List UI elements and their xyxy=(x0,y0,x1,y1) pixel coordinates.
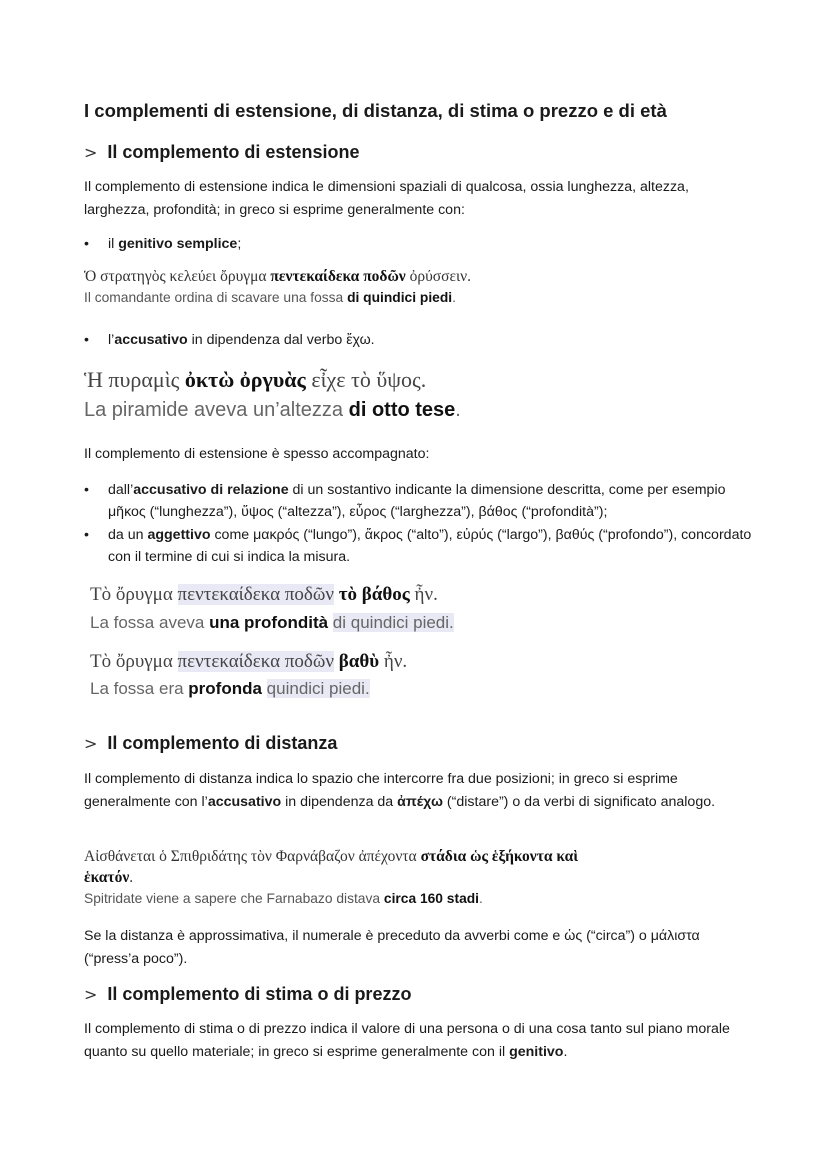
bold-text: genitivo semplice xyxy=(118,236,238,252)
text: La piramide aveva un’altezza xyxy=(84,399,349,421)
text: . xyxy=(452,290,456,305)
text: da un xyxy=(108,527,148,543)
text: La fossa era xyxy=(90,679,189,698)
section-heading-distanza xyxy=(84,733,337,754)
section-heading-stima xyxy=(84,984,411,1005)
text: il xyxy=(108,236,119,252)
section-heading-label: Il complemento di estensione xyxy=(107,142,360,162)
text: La fossa aveva xyxy=(90,613,210,632)
text: ; xyxy=(237,236,242,252)
text: in dipendenza da xyxy=(281,794,398,810)
text: in dipendenza dal verbo ἔχω. xyxy=(187,332,375,348)
italian-translation xyxy=(84,891,483,906)
bold-text: circa 160 stadi xyxy=(383,891,480,906)
highlighted-text: di quindici piedi. xyxy=(332,613,454,632)
paragraph-distanza-intro xyxy=(84,768,754,814)
text: Αἰσθάνεται ὁ Σπιθριδάτης τὸν Φαρνάβαζον ἀπέχοντα xyxy=(84,848,421,865)
highlighted-text: πεντεκαίδεκα ποδῶν xyxy=(177,651,334,672)
bold-text: di quindici piedi xyxy=(347,290,453,305)
bold-text: τὸ βάθος xyxy=(338,584,410,605)
text: . xyxy=(563,1044,568,1060)
paragraph-estensione-intro: Il complemento di estensione indica le dimensioni spaziali di qualcosa, ossia lunghezza, altezza, larghezza, profondità; in greco si esprime generalmente con: xyxy=(84,179,689,218)
list-item-genitivo xyxy=(84,233,754,255)
chevron-right-icon: > xyxy=(84,734,98,753)
text: Τὸ ὄρυγμα xyxy=(90,651,178,672)
chevron-right-icon: > xyxy=(84,985,98,1004)
text: . xyxy=(479,891,483,906)
text: Ἡ πυραμὶς xyxy=(84,367,185,392)
text: Spitridate viene a sapere che Farnabazo distava xyxy=(84,891,384,906)
bold-text: ἀπέχω xyxy=(397,794,443,810)
bold-text: accusativo di relazione xyxy=(133,482,289,498)
bold-text: ὀκτὼ ὀργυὰς xyxy=(184,367,306,392)
italian-translation xyxy=(84,399,461,422)
bold-text: βαθὺ xyxy=(338,651,380,672)
list-item-accusativo xyxy=(84,329,754,351)
italian-translation xyxy=(90,679,370,699)
text: Τὸ ὄρυγμα xyxy=(90,584,178,605)
bold-text: ἑκατόν xyxy=(84,869,130,886)
bullet-icon: • xyxy=(84,527,89,543)
bold-text: profonda xyxy=(188,679,262,698)
page-title: I complementi di estensione, di distanza, di stima o prezzo e di età xyxy=(84,100,667,121)
list-item-aggettivo xyxy=(84,524,754,568)
greek-example xyxy=(90,651,407,673)
text: Il complemento di distanza indica lo spazio che intercorre fra due posizioni; in greco si esprime generalmente con l’ xyxy=(84,771,678,810)
bold-text: una profondità xyxy=(209,613,329,632)
bullet-icon: • xyxy=(84,332,89,348)
greek-example xyxy=(90,584,438,606)
bold-text: accusativo xyxy=(114,332,188,348)
section-heading-label: Il complemento di stima o di prezzo xyxy=(107,984,412,1004)
text: l’ xyxy=(108,332,115,348)
greek-example xyxy=(84,848,578,866)
text: Il complemento di stima o di prezzo indica il valore di una persona o di una cosa tanto sul piano morale quanto su quello materiale; in greco si esprime generalmente con il xyxy=(84,1021,730,1060)
section-heading-label: Il complemento di distanza xyxy=(107,733,338,753)
greek-example-cont xyxy=(84,869,133,887)
bullet-icon: • xyxy=(84,482,89,498)
greek-example xyxy=(84,367,426,393)
section-heading-estensione xyxy=(84,142,359,163)
bold-text: aggettivo xyxy=(147,527,211,543)
chevron-right-icon: > xyxy=(84,143,98,162)
bold-text: πεντεκαίδεκα ποδῶν xyxy=(270,268,406,285)
text: (“distare”) o da verbi di significato analogo. xyxy=(442,794,716,810)
bullet-icon: • xyxy=(84,236,89,252)
bold-text: στάδια ὡς ἑξήκοντα καὶ xyxy=(420,848,579,865)
text: come μακρός (“lungo”), ἄκρος (“alto”), εὐρύς (“largo”), βαθύς (“profondo”), concordato con il termine di cui si indica la misura. xyxy=(108,527,752,565)
text: ἦν. xyxy=(379,651,408,672)
text: . xyxy=(455,399,461,421)
text: dall’ xyxy=(108,482,134,498)
greek-example xyxy=(84,268,471,286)
text: . xyxy=(129,869,134,886)
italian-translation xyxy=(90,613,454,633)
text: di un sostantivo indicante la dimensione descritta, come per esempio μῆκος (“lunghezza”), ὕψος (“altezza”), εὖρος (“larghezza”), βάθος (“profondità”); xyxy=(108,482,726,520)
text: εἶχε τὸ ὕψος. xyxy=(305,367,427,392)
list-item-accusativo-relazione xyxy=(84,479,754,523)
text: Ὁ στρατηγὸς κελεύει ὄρυγμα xyxy=(84,268,271,285)
paragraph-stima-intro xyxy=(84,1018,754,1064)
paragraph-distanza-note: Se la distanza è approssimativa, il numerale è preceduto da avverbi come e ὡς (“circa”) o μάλιστα (“press’a poco”). xyxy=(84,928,700,967)
bold-text: accusativo xyxy=(207,794,282,810)
highlighted-text: quindici piedi. xyxy=(266,679,370,698)
italian-translation xyxy=(84,290,456,305)
text: ὀρύσσειν. xyxy=(405,268,472,285)
bold-text: di otto tese xyxy=(348,399,456,421)
text: ἦν. xyxy=(409,584,438,605)
highlighted-text: πεντεκαίδεκα ποδῶν xyxy=(177,584,334,605)
text: Il comandante ordina di scavare una fossa xyxy=(84,290,348,305)
paragraph-accompagnato: Il complemento di estensione è spesso accompagnato: xyxy=(84,446,430,462)
bold-text: genitivo xyxy=(509,1044,564,1060)
